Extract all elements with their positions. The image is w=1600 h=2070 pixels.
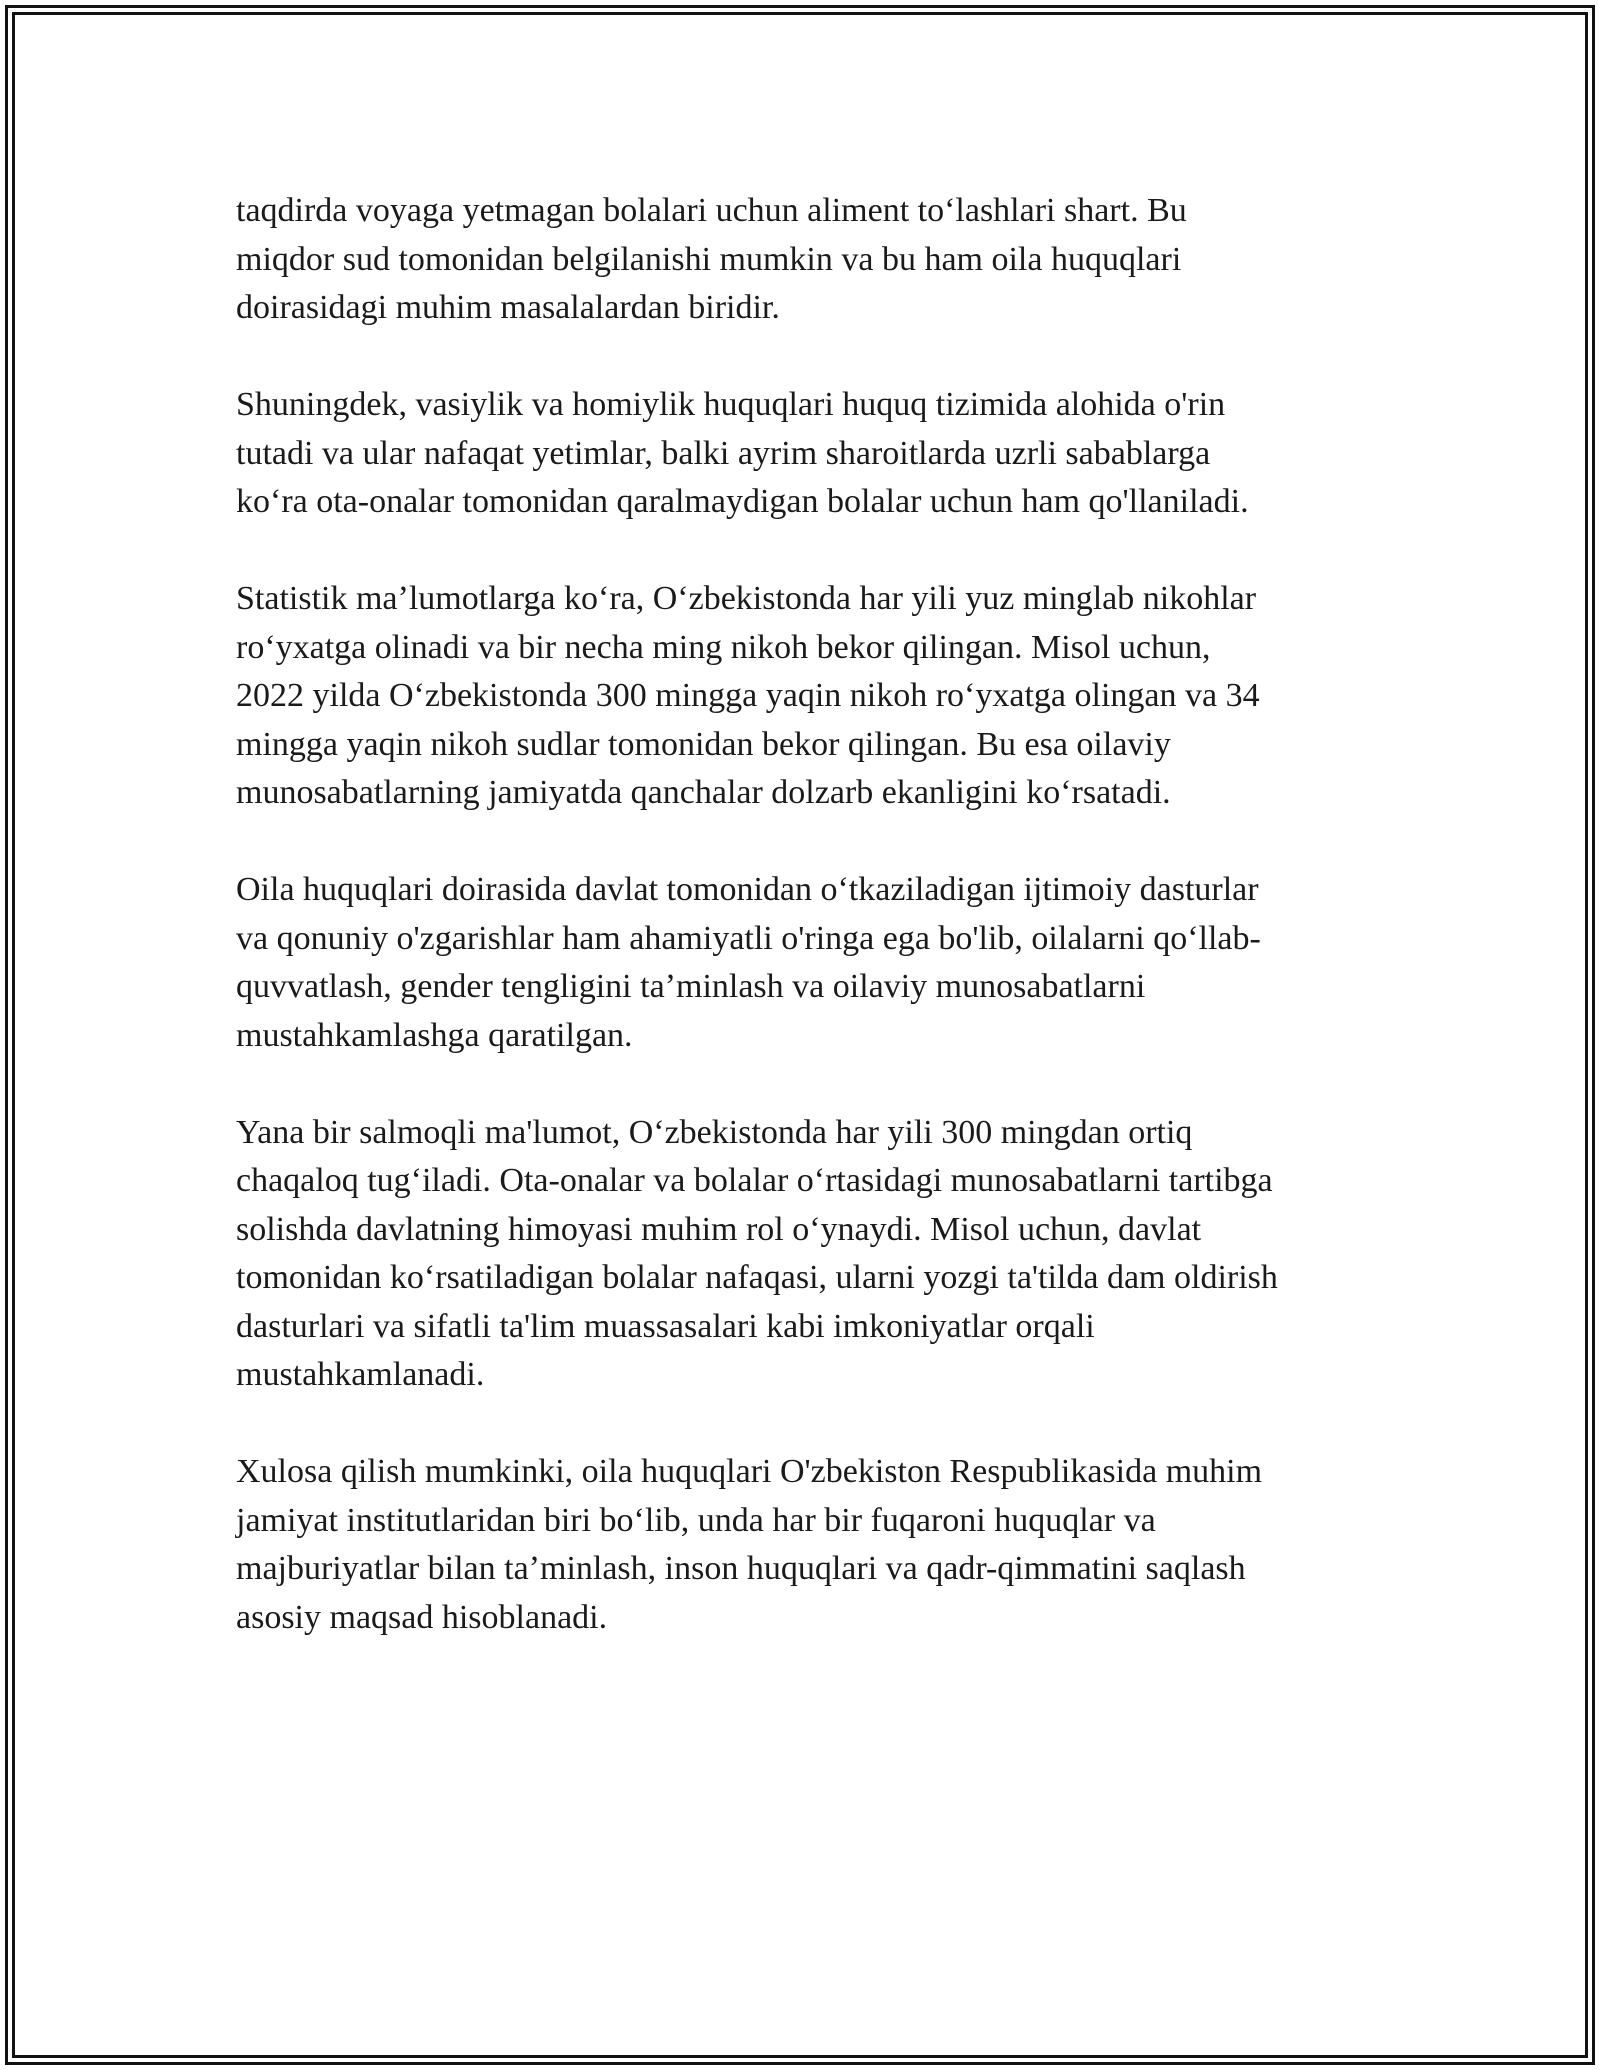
paragraph-conclusion [236,1448,1376,1642]
text-line: tutadi va ular nafaqat yetimlar, balki ayrim sharoitlarda uzrli sabablarga [236,434,1211,472]
text-line: miqdor sud tomonidan belgilanishi mumkin va bu ham oila huquqlari [236,240,1182,278]
paragraph-births [236,1109,1376,1400]
text-line: mingga yaqin nikoh sudlar tomonidan bekor qilingan. Bu esa oilaviy [236,725,1171,763]
text-line: quvvatlash, gender tengligini taʼminlash va oilaviy munosabatlarni [236,968,1146,1005]
text-line: tomonidan koʻrsatiladigan bolalar nafaqasi, ularni yozgi ta'tilda dam oldirish [236,1259,1278,1296]
text-line: solishda davlatning himoyasi muhim rol oʻynaydi. Misol uchun, davlat [236,1210,1202,1248]
text-line: 2022 yilda Oʻzbekistonda 300 mingga yaqin nikoh roʻyxatga olingan va 34 [236,677,1260,714]
text-line: roʻyxatga olinadi va bir necha ming nikoh bekor qilingan. Misol uchun, [236,628,1211,666]
text-line: Statistik maʼlumotlarga koʻra, Oʻzbekistonda har yili yuz minglab nikohlar [236,580,1257,617]
text-line: Xulosa qilish mumkinki, oila huquqlari O'zbekiston Respublikasida muhim [236,1453,1263,1490]
text-line: majburiyatlar bilan taʼminlash, inson huquqlari va qadr-qimmatini saqlash [236,1550,1246,1587]
text-line: taqdirda voyaga yetmagan bolalari uchun aliment toʻlashlari shart. Bu [236,192,1187,229]
text-line: Oila huquqlari doirasida davlat tomonidan oʻtkaziladigan ijtimoiy dasturlar [236,871,1259,908]
text-line: va qonuniy o'zgarishlar ham ahamiyatli o'ringa ega bo'lib, oilalarni qo‘llab- [236,919,1261,957]
paragraph-guardianship [236,381,1376,527]
text-line: jamiyat institutlaridan biri boʻlib, unda har bir fuqaroni huquqlar va [236,1501,1156,1539]
text-line: Yana bir salmoqli ma'lumot, Oʻzbekistonda har yili 300 mingdan ortiq [236,1113,1193,1151]
text-line: doirasidagi muhim masalalardan biridir. [236,289,780,326]
document-body [236,187,1376,1691]
text-line: mustahkamlashga qaratilgan. [236,1016,633,1054]
paragraph-social-programs [236,866,1376,1060]
paragraph-alimony [236,187,1376,333]
text-line: Shuningdek, vasiylik va homiylik huquqlari huquq tizimida alohida o'rin [236,386,1226,423]
text-line: chaqaloq tugʻiladi. Ota-onalar va bolalar oʻrtasidagi munosabatlarni tartibga [236,1162,1273,1199]
text-line: dasturlari va sifatli ta'lim muassasalari kabi imkoniyatlar orqali [236,1307,1095,1345]
text-line: munosabatlarning jamiyatda qanchalar dolzarb ekanligini koʻrsatadi. [236,774,1171,811]
text-line: asosiy maqsad hisoblanadi. [236,1598,608,1636]
text-line: mustahkamlanadi. [236,1356,485,1393]
paragraph-statistics [236,575,1376,818]
text-line: koʻra ota-onalar tomonidan qaralmaydigan bolalar uchun ham qo'llaniladi. [236,483,1249,520]
